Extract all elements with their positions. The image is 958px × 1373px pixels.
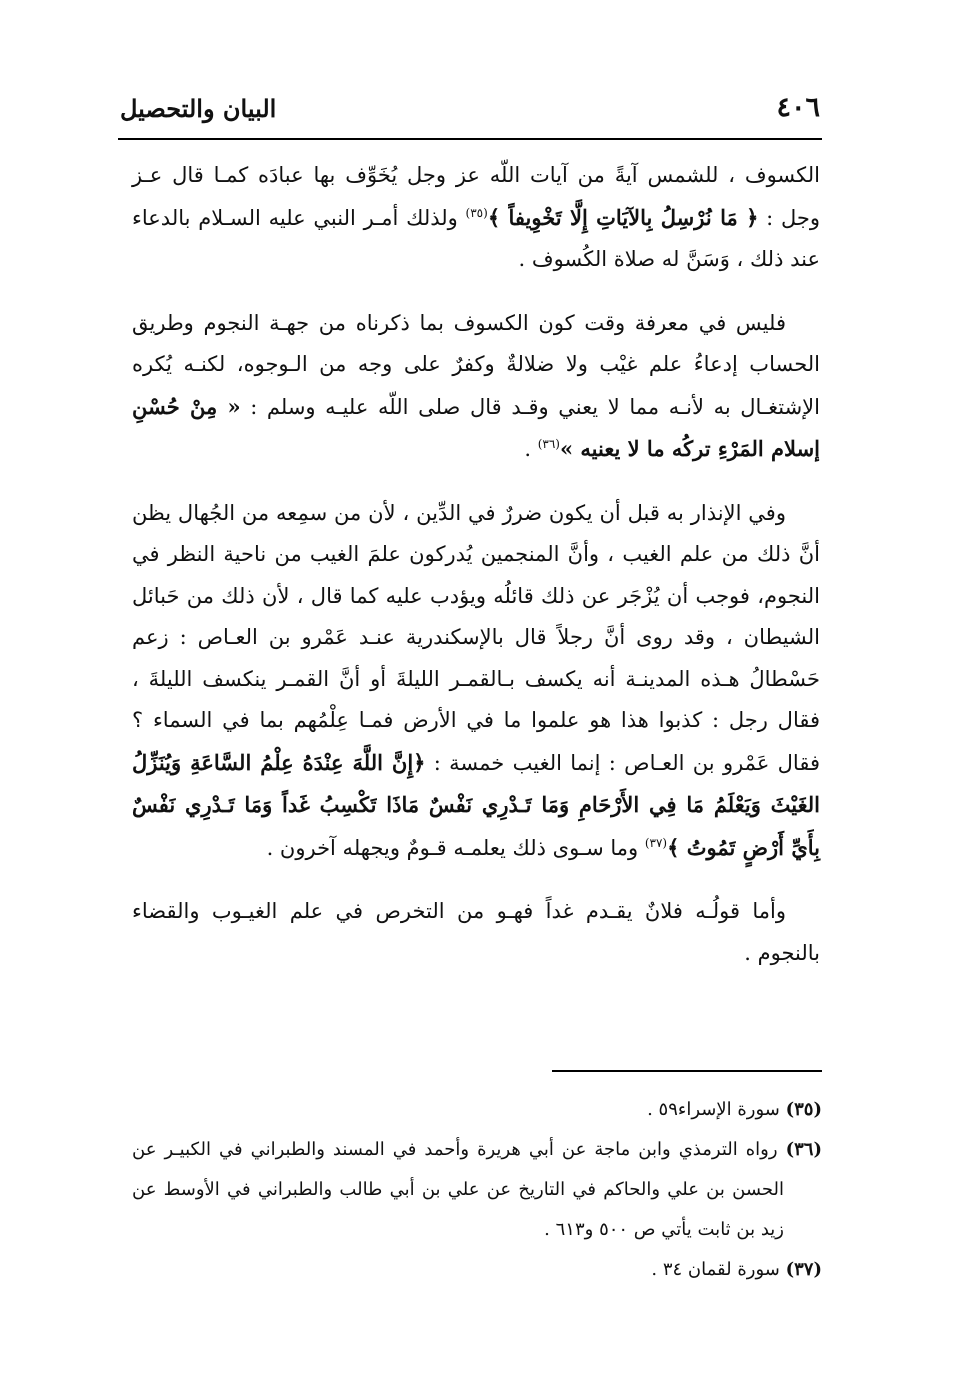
page-header xyxy=(120,92,820,132)
footnote-text: سورة لقمان ٣٤ . xyxy=(651,1259,780,1280)
paragraph-3 xyxy=(132,493,820,870)
footnotes xyxy=(132,1090,822,1290)
paragraph-1-text-b: ولذلك أمـر النبي عليه السـلام بالدعاء عند ذلك ، وَسَنَّ له صلاة الكُسوف . xyxy=(132,205,820,271)
quran-verse-37: ﴿إِنَّ اللَّهَ عِنْدَهُ عِلْمُ السَّاعَةِ وَيُنَزِّلُ الغَيْثَ وَيَعْلَمُ مَا فِي الأَرْحَامِ وَمَا تَـدْرِي نَفْسٌ مَاذَا تَكْسِبُ غَداً وَمَا تَـدْرِي نَفْسٌ بِأَيِّ أَرْضٍ تَمُوتُ ﴾ xyxy=(132,749,820,860)
footnote-36 xyxy=(132,1130,822,1250)
header-rule xyxy=(118,138,822,140)
footnote-37 xyxy=(132,1250,822,1290)
running-title: البيان والتحصيل xyxy=(120,94,277,123)
footnote-text: رواه الترمذي وابن ماجة عن أبي هريرة وأحمد في المسند والطبراني في الكبيـر عن الحسن بن علي والحاكم في التاريخ عن علي بن أبي طالب والطبراني في الأوسط عن زيد بن ثابت يأتي ص ٥٠٠ و٦١٣ . xyxy=(132,1139,784,1240)
paragraph-1 xyxy=(132,155,820,281)
footnote-ref-36: (٣٦) xyxy=(537,437,560,451)
paragraph-2-text-a: فليس في معرفة وقت كون الكسوف بما ذكرناه من جهـة النجوم وطريق الحساب إدعاءُ علم غيْب ولا ضلالةٌ وكفرٌ على وجه من الـوجوه، لكنـه يُكره الإشتغـال به لأنـه مما لا يعني وقـد قال صلى اللّه عليـه وسلم : xyxy=(132,310,820,419)
hadith-quote: « مِنْ حُسْنِ إسلام المَرْءِ تركُه ما لا يعنيه » xyxy=(132,393,820,461)
paragraph-4-text: وأما قولُـه فلانٌ يقـدم غداً فهـو من التخرص في علم الغيـوب والقضاء بالنجوم . xyxy=(132,899,820,965)
paragraph-1-text-a: الكسوف ، للشمس آيةً من آيات اللّه عز وجل يُخَوِّف بها عبادَه كمـا قال عـز وجل : xyxy=(132,163,821,230)
quran-verse-35: ﴿ مَا نُرْسِلُ بِالآيَاتِ إِلَّا تَخْوِيفاً ﴾ xyxy=(487,204,759,230)
footnote-number: (٣٥) xyxy=(785,1099,822,1120)
footnote-ref-35: (٣٥) xyxy=(465,205,488,220)
paragraph-2-end: . xyxy=(524,437,532,461)
footnote-ref-37: (٣٧) xyxy=(644,835,668,850)
paragraph-2 xyxy=(132,303,820,471)
footnote-separator xyxy=(552,1070,822,1072)
paragraph-4 xyxy=(132,891,820,974)
main-text xyxy=(132,155,820,974)
paragraph-3-text-a: وفي الإنذار به قبل أن يكون ضررٌ في الدِّين ، لأن من سمِعه من الجُهال يظن أنَّ ذلك من علم الغيب ، وأنَّ المنجمين يُدركون علمَ الغيب من ناحية النظر في النجوم، فوجب أن يُزْجَر عن ذلك قائلُه ويؤدب عليه كما قال ، لأن ذلك من حَبائل الشيطان ، وقد روى أنَّ رجلاً قال بالإسكندرية عنـد عَمْرو بن العـاص : زعم حَسْطالُ هـذه المدينـة أنه يكسف بـالقمـر الليلةَ أو أنَّ القمـر ينكسف الليلةَ ، فقال رجل : كذبوا هذا هو علموا ما في الأرض فمـا عِلْمُهم بما في السماء ؟ فقال عَمْرو بن العـاص : إنما الغيب خمسة : xyxy=(132,500,820,775)
footnote-number: (٣٧) xyxy=(785,1259,822,1280)
page-number: ٤٠٦ xyxy=(776,92,820,123)
footnote-35 xyxy=(132,1090,822,1130)
paragraph-3-text-b: وما سـوى ذلك يعلمـه قـومٌ ويجهله آخرون . xyxy=(266,835,639,860)
footnote-number: (٣٦) xyxy=(785,1139,822,1160)
footnote-text: سورة الإسراء٥٩ . xyxy=(647,1099,780,1120)
